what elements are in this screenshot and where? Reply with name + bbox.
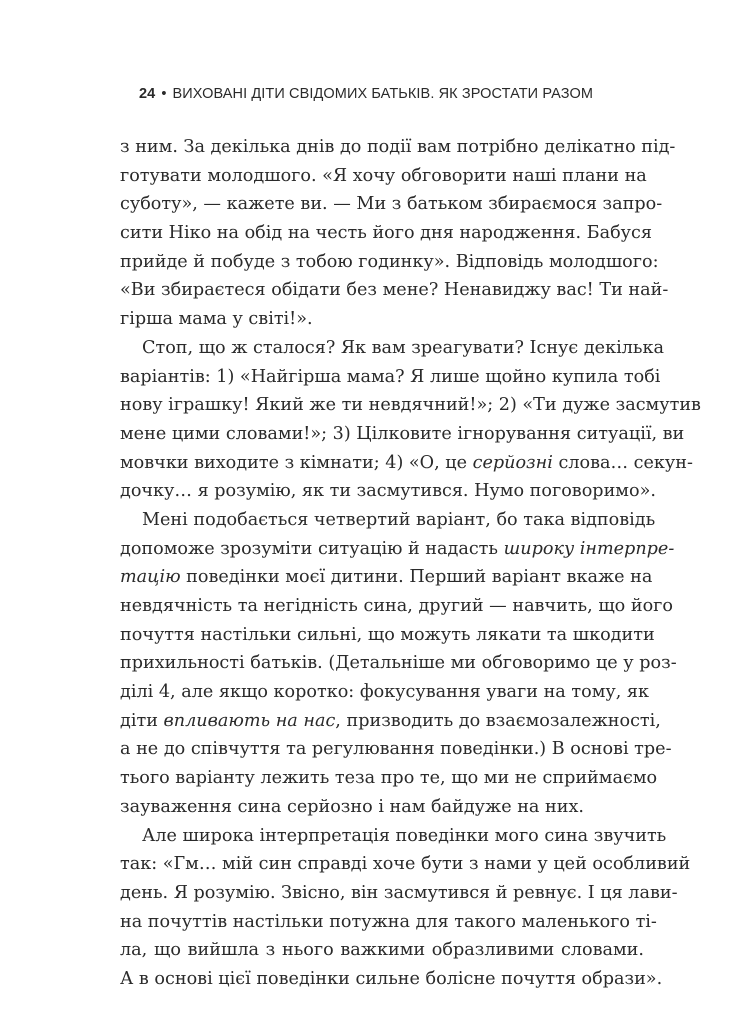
text-line: невдячність та негідність сина, другий — навчить, що його bbox=[120, 596, 673, 616]
text-line: варіантів: 1) «Найгірша мама? Я лише щойно купила тобі bbox=[120, 366, 661, 387]
text-line: зауваження сина серйозно і нам байдуже на них. bbox=[120, 796, 584, 817]
text-line: мовчки виходите з кімнати; 4) «О, це серйозні слова… секун- bbox=[120, 452, 693, 473]
text-line: Стоп, що ж сталося? Як вам зреагувати? Існує декілька bbox=[142, 337, 664, 358]
text-line: нову іграшку! Який же ти невдячний!»; 2) «Ти дуже засмутив bbox=[120, 395, 701, 416]
running-head bbox=[0, 86, 732, 102]
text-line: почуття настільки сильні, що можуть лякати та шкодити bbox=[120, 624, 655, 645]
text-line: так: «Гм… мій син справді хоче бути з нами у цей особливий bbox=[120, 854, 691, 875]
text-line: дочку… я розумію, як ти засмутився. Нумо поговоримо». bbox=[120, 481, 656, 502]
text-line: а не до співчуття та регулювання поведінки.) В основі тре- bbox=[120, 739, 672, 760]
text-line: сити Ніко на обід на честь його дня народження. Бабуся bbox=[120, 223, 652, 244]
text-line: діти впливають на нас, призводить до взаємозалежності, bbox=[120, 710, 661, 731]
text-line: прихильності батьків. (Детальніше ми обговоримо це у роз- bbox=[120, 653, 677, 674]
text-line: ділі 4, але якщо коротко: фокусування уваги на тому, як bbox=[120, 682, 650, 703]
header-separator: • bbox=[161, 86, 167, 102]
text-line: Мені подобається четвертий варіант, бо така відповідь bbox=[142, 509, 656, 530]
text-line: допоможе зрозуміти ситуацію й надасть широку інтерпре- bbox=[120, 538, 675, 559]
book-title: ВИХОВАНІ ДІТИ СВІДОМИХ БАТЬКІВ. ЯК ЗРОСТАТИ РАЗОМ bbox=[172, 86, 594, 102]
page-number: 24 bbox=[138, 86, 156, 102]
text-line: А в основі цієї поведінки сильне болісне почуття образи». bbox=[120, 968, 663, 989]
text-line: «Ви збираєтеся обідати без мене? Ненавиджу вас! Ти най- bbox=[120, 280, 669, 301]
text-line: з ним. За декілька днів до події вам потрібно делікатно під- bbox=[120, 137, 676, 157]
text-line: тього варіанту лежить теза про те, що ми не сприймаємо bbox=[120, 768, 658, 789]
text-line: тацію поведінки моєї дитини. Перший варіант вкаже на bbox=[120, 567, 653, 588]
body-text bbox=[120, 133, 701, 994]
text-line: Але широка інтерпретація поведінки мого сина звучить bbox=[142, 825, 667, 846]
text-line: суботу», — кажете ви. — Ми з батьком збираємося запро- bbox=[120, 194, 663, 215]
text-line: мене цими словами!»; 3) Цілковите ігнорування ситуації, ви bbox=[120, 423, 685, 444]
text-line: готувати молодшого. «Я хочу обговорити наші плани на bbox=[120, 165, 647, 186]
text-line: на почуттів настільки потужна для такого маленького ті- bbox=[120, 911, 657, 932]
text-line: ла, що вийшла з нього важкими образливими словами. bbox=[120, 940, 644, 961]
text-line: гірша мама у світі!». bbox=[120, 309, 313, 330]
text-line: прийде й побуде з тобою годинку». Відповідь молодшого: bbox=[120, 251, 659, 272]
text-line: день. Я розумію. Звісно, він засмутився й ревнує. І ця лави- bbox=[120, 882, 678, 903]
